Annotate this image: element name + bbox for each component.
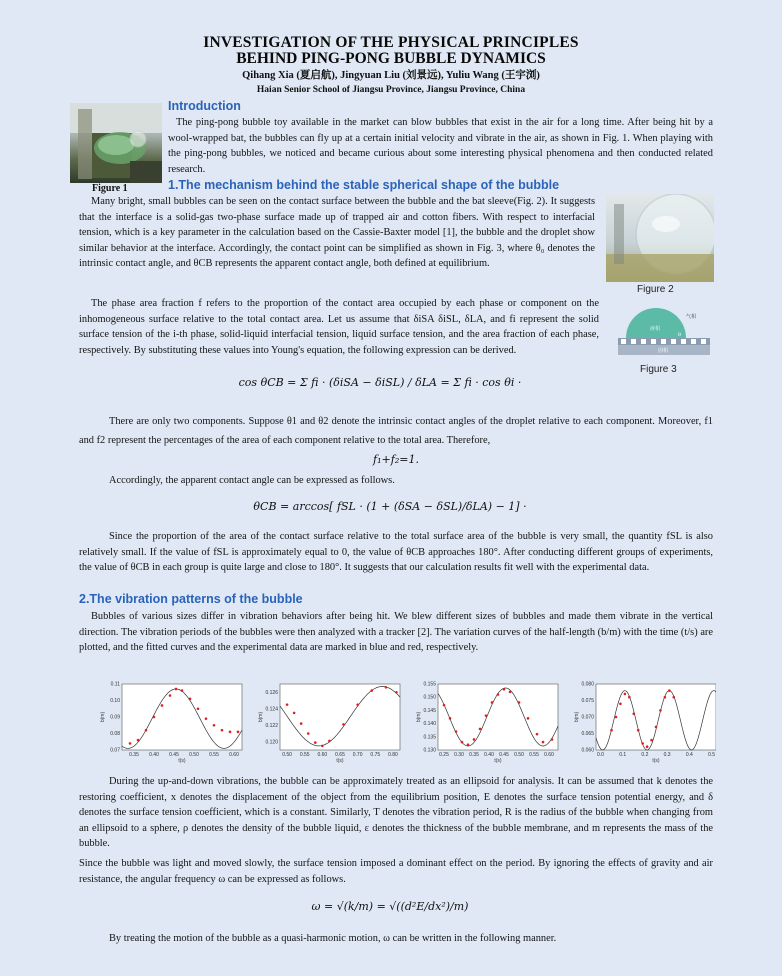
figure-2-caption: Figure 2 <box>637 284 674 295</box>
data-point <box>221 729 224 732</box>
section-1-paragraph-2: The phase area fraction f refers to the proportion of the contact area occupied by each phase or component on the inhomogeneous surface relative to the total contact area. Let us assume that δiSA δiSL, δLA, and fi represent the solid surface tension of the i-th phase, solid-liquid interfacial tension, liquid surface tension, and the area fraction of each phase, respectively. By substituting these values into Young's equation, the following expression can be derived. <box>79 298 599 356</box>
plot-frame <box>280 684 400 750</box>
data-point <box>213 724 216 727</box>
figure-2-illustration <box>606 194 714 282</box>
section-2-paragraph-1: Bubbles of various sizes differ in vibration behaviors after being hit. We blew different sizes of bubbles and made them vibrate in the vertical direction. The vibration periods of the bubbles were then analyzed with a tracker [2]. The variation curves of the half-length (b/m) with the time (t/s) are plotted, and the fitted curves and the experimental data are marked in blue and red, respectively. <box>79 611 713 653</box>
y-tick-label: 0.07 <box>110 747 120 754</box>
data-point <box>137 739 140 742</box>
section-2-paragraph-3: Since the bubble was light and moved slowly, the surface tension imposed a dominant effect on the period. By ignoring the effects of gravity and air resistance, the angular frequency ω can be expressed as follows. <box>79 858 713 885</box>
data-point <box>551 738 554 741</box>
data-point <box>370 689 373 692</box>
vibration-plots-svg <box>96 678 716 768</box>
y-tick-label: 0.130 <box>423 747 436 754</box>
x-tick-label: 0.4 <box>685 752 693 758</box>
data-point <box>672 696 675 699</box>
x-tick-label: 0.0 <box>596 752 604 758</box>
plot-2 <box>258 684 400 764</box>
data-point <box>518 701 521 704</box>
x-tick-label: 0.60 <box>544 752 554 758</box>
x-axis-label: t(s) <box>178 758 186 764</box>
equation-4: ω = √(k/m) = √((d²E/dx²)/m) <box>311 900 469 913</box>
y-tick-label: 0.060 <box>581 747 594 754</box>
figure-3-illustration <box>618 300 710 360</box>
data-point <box>509 691 512 694</box>
x-tick-label: 0.1 <box>619 752 627 758</box>
data-point <box>619 703 622 706</box>
y-tick-label: 0.09 <box>110 714 120 721</box>
y-tick-label: 0.140 <box>423 721 436 728</box>
y-tick-label: 0.120 <box>265 739 278 746</box>
section-2-paragraph-2: During the up-and-down vibrations, the bubble can be approximately treated as an ellipsoid for analysis. It can be assumed that k denotes the restoring coefficient, x denotes the displacement of the object from the equilibrium position, E denotes the surface tension potential energy, and δ denotes the surface tension coefficient, which is a constant. Similarly, T denotes the vibration period, R is the radius of the bubble when changing from an ellipsoid to a sphere, ρ denotes the density of the bubble liquid, ε denotes the thickness of the bubble membrane, and m represents the mass of the bubble. <box>79 776 713 849</box>
data-point <box>286 703 289 706</box>
y-tick-label: 0.075 <box>581 698 594 704</box>
data-point <box>181 689 184 692</box>
figure-1-illustration <box>70 103 162 183</box>
x-tick-label: 0.55 <box>209 752 219 758</box>
data-point <box>342 723 345 726</box>
data-point <box>536 733 539 736</box>
vibration-plots <box>96 678 716 768</box>
figure-3-diagram <box>618 300 710 360</box>
x-tick-label: 0.35 <box>129 752 139 758</box>
data-point <box>328 740 331 743</box>
data-point <box>659 709 662 712</box>
x-tick-label: 0.3 <box>663 752 671 758</box>
data-point <box>395 691 398 694</box>
x-tick-label: 0.50 <box>282 752 292 758</box>
x-tick-label: 0.60 <box>229 752 239 758</box>
x-tick-label: 0.60 <box>317 752 328 758</box>
x-tick-label: 0.40 <box>149 752 159 758</box>
data-point <box>129 742 132 745</box>
plot-1 <box>100 682 242 765</box>
x-tick-label: 0.80 <box>388 752 398 758</box>
data-point <box>449 717 452 720</box>
data-point <box>189 698 192 701</box>
data-point <box>385 686 388 689</box>
y-tick-label: 0.135 <box>423 734 436 741</box>
section-1-heading: 1.The mechanism behind the stable spherical shape of the bubble <box>168 178 560 192</box>
data-point <box>655 726 658 729</box>
x-tick-label: 0.25 <box>439 752 449 758</box>
x-tick-label: 0.50 <box>189 752 199 758</box>
data-point <box>455 730 458 733</box>
plot-4 <box>574 682 716 765</box>
data-point <box>307 732 310 735</box>
school: Haian Senior School of Jiangsu Province, Jiangsu Province, China <box>256 85 526 95</box>
plot-3 <box>416 682 558 765</box>
y-tick-label: 0.070 <box>581 714 594 721</box>
section-1-paragraph-5: Since the proportion of the area of the contact surface relative to the total surface area of the bubble is very small, the quantity fSL is also relatively small. If the value of fSL is approximately equal to 0, the value of θCB approaches 180°. After conducting different groups of experiments, the value of θCB in each group is quite large and close to 180°. It suggests that our calculation results fit well with the experimental data. <box>79 531 713 573</box>
section-2-paragraph-4: By treating the motion of the bubble as a quasi-harmonic motion, ω can be written in the following manner. <box>109 933 557 944</box>
y-axis-label: b(m) <box>100 711 106 723</box>
data-point <box>646 745 649 748</box>
data-point <box>664 696 667 699</box>
data-point <box>473 738 476 741</box>
y-tick-label: 0.080 <box>581 681 594 688</box>
y-axis-label: b(m) <box>574 711 580 723</box>
data-point <box>479 728 482 731</box>
poster-title-line2: BEHIND PING-PONG BUBBLE DYNAMICS <box>236 50 546 67</box>
fig3-liquid-label: 液相 <box>650 326 661 332</box>
x-tick-label: 0.70 <box>352 752 363 758</box>
section-2-heading: 2.The vibration patterns of the bubble <box>79 592 303 606</box>
data-point <box>628 696 631 699</box>
y-tick-label: 0.145 <box>423 707 436 714</box>
data-point <box>229 731 232 734</box>
data-point <box>632 712 635 715</box>
x-tick-label: 0.50 <box>514 752 524 758</box>
section-1-paragraph-1: Many bright, small bubbles can be seen on the contact surface between the bubble and the bat sleeve(Fig. 2). It suggests that the interface is a solid-gas two-phase surface made up of trapped air and cotton fibers. With respect to interfacial tension, which is a key parameter in the calculation based on the Cassie-Baxter model [1], the bubble and the droplet show similar behavior at the interface. Accordingly, the contact point can be simplified as shown in Fig. 3, where θ₀ denotes the intrinsic contact angle, and θCB represents the apparent contact angle, both defined at equilibrium. <box>79 196 595 269</box>
y-tick-label: 0.08 <box>110 731 120 737</box>
data-point <box>650 739 653 742</box>
data-point <box>503 688 506 691</box>
section-1-paragraph-3: There are only two components. Suppose θ1 and θ2 denote the intrinsic contact angles of the droplet relative to each component. Moreover, f1 and f2 represent the percentages of the area of each component relative to the total area. Therefore, <box>79 416 713 446</box>
y-tick-label: 0.155 <box>423 681 436 688</box>
data-point <box>624 693 627 696</box>
data-point <box>461 741 464 744</box>
y-axis-label: b(m) <box>416 711 422 723</box>
data-point <box>497 693 500 696</box>
data-point <box>169 694 172 697</box>
x-tick-label: 0.40 <box>484 752 494 758</box>
data-point <box>321 745 324 748</box>
x-tick-label: 0.65 <box>335 752 345 758</box>
data-point <box>197 707 200 710</box>
plot-frame <box>596 684 716 750</box>
data-point <box>161 704 164 707</box>
data-point <box>668 689 671 692</box>
data-point <box>443 704 446 707</box>
poster-title-line1: INVESTIGATION OF THE PHYSICAL PRINCIPLES <box>203 34 579 51</box>
fig3-air-label: 气相 <box>686 314 697 320</box>
figure-1-photo <box>70 103 162 183</box>
figure-1-caption: Figure 1 <box>92 183 128 194</box>
fig3-solid-label: 固相 <box>658 348 669 354</box>
y-tick-label: 0.10 <box>110 698 120 704</box>
data-point <box>610 729 613 732</box>
data-point <box>491 701 494 704</box>
figure-3-caption: Figure 3 <box>640 364 677 375</box>
data-point <box>542 741 545 744</box>
x-axis-label: t(s) <box>652 758 660 764</box>
data-point <box>485 714 488 717</box>
data-point <box>300 722 303 725</box>
data-point <box>356 703 359 706</box>
data-point <box>314 741 317 744</box>
data-point <box>527 717 530 720</box>
data-point <box>615 716 618 719</box>
data-point <box>467 743 470 746</box>
data-point <box>641 742 644 745</box>
x-tick-label: 0.75 <box>370 752 381 758</box>
x-tick-label: 0.55 <box>299 752 310 758</box>
data-point <box>637 729 640 732</box>
x-axis-label: t(s) <box>494 758 502 764</box>
x-axis-label: t(s) <box>336 758 344 764</box>
authors: Qihang Xia (夏启航), Jingyuan Liu (刘景远), Yuliu Wang (王宇浏) <box>242 70 540 81</box>
x-tick-label: 0.30 <box>454 752 464 758</box>
intro-heading: Introduction <box>168 99 241 113</box>
equation-3: θCB = arccos[ fSL · (1 + (δSA − δSL)/δLA) − 1] · <box>253 500 527 513</box>
figure-2-photo <box>606 194 714 282</box>
data-point <box>175 688 178 691</box>
data-point <box>293 712 296 715</box>
x-tick-label: 0.45 <box>499 752 509 758</box>
x-tick-label: 0.2 <box>641 752 649 758</box>
data-point <box>153 716 156 719</box>
intro-paragraph: The ping-pong bubble toy available in the market can blow bubbles that exist in the air for a long time. After being hit by a wool-wrapped bat, the bubbles can fly up at a certain initial velocity and vibrate in the air, as shown in Fig. 1. When playing with the ping-pong bubbles, we noticed and became curious about some interesting physical phenomena and then conducted related research. <box>168 117 713 175</box>
equation-2: f₁+f₂=1. <box>373 453 419 466</box>
data-point <box>237 731 240 734</box>
y-tick-label: 0.122 <box>265 722 278 729</box>
y-axis-label: b(m) <box>258 711 264 723</box>
y-tick-label: 0.065 <box>581 731 594 737</box>
x-tick-label: 0.55 <box>529 752 539 758</box>
equation-1: cos θCB = Σ fi · (δiSA − δiSL) / δLA = Σ fi · cos θi · <box>238 376 522 389</box>
y-tick-label: 0.150 <box>423 694 436 701</box>
data-point <box>205 717 208 720</box>
y-tick-label: 0.124 <box>265 706 278 713</box>
fig3-theta-label: θ <box>678 332 682 338</box>
x-tick-label: 0.5 <box>708 752 716 758</box>
y-tick-label: 0.11 <box>110 681 120 688</box>
data-point <box>145 729 148 732</box>
y-tick-label: 0.126 <box>265 689 278 696</box>
section-1-paragraph-4: Accordingly, the apparent contact angle can be expressed as follows. <box>109 475 395 486</box>
x-tick-label: 0.35 <box>469 752 479 758</box>
x-tick-label: 0.45 <box>169 752 179 758</box>
